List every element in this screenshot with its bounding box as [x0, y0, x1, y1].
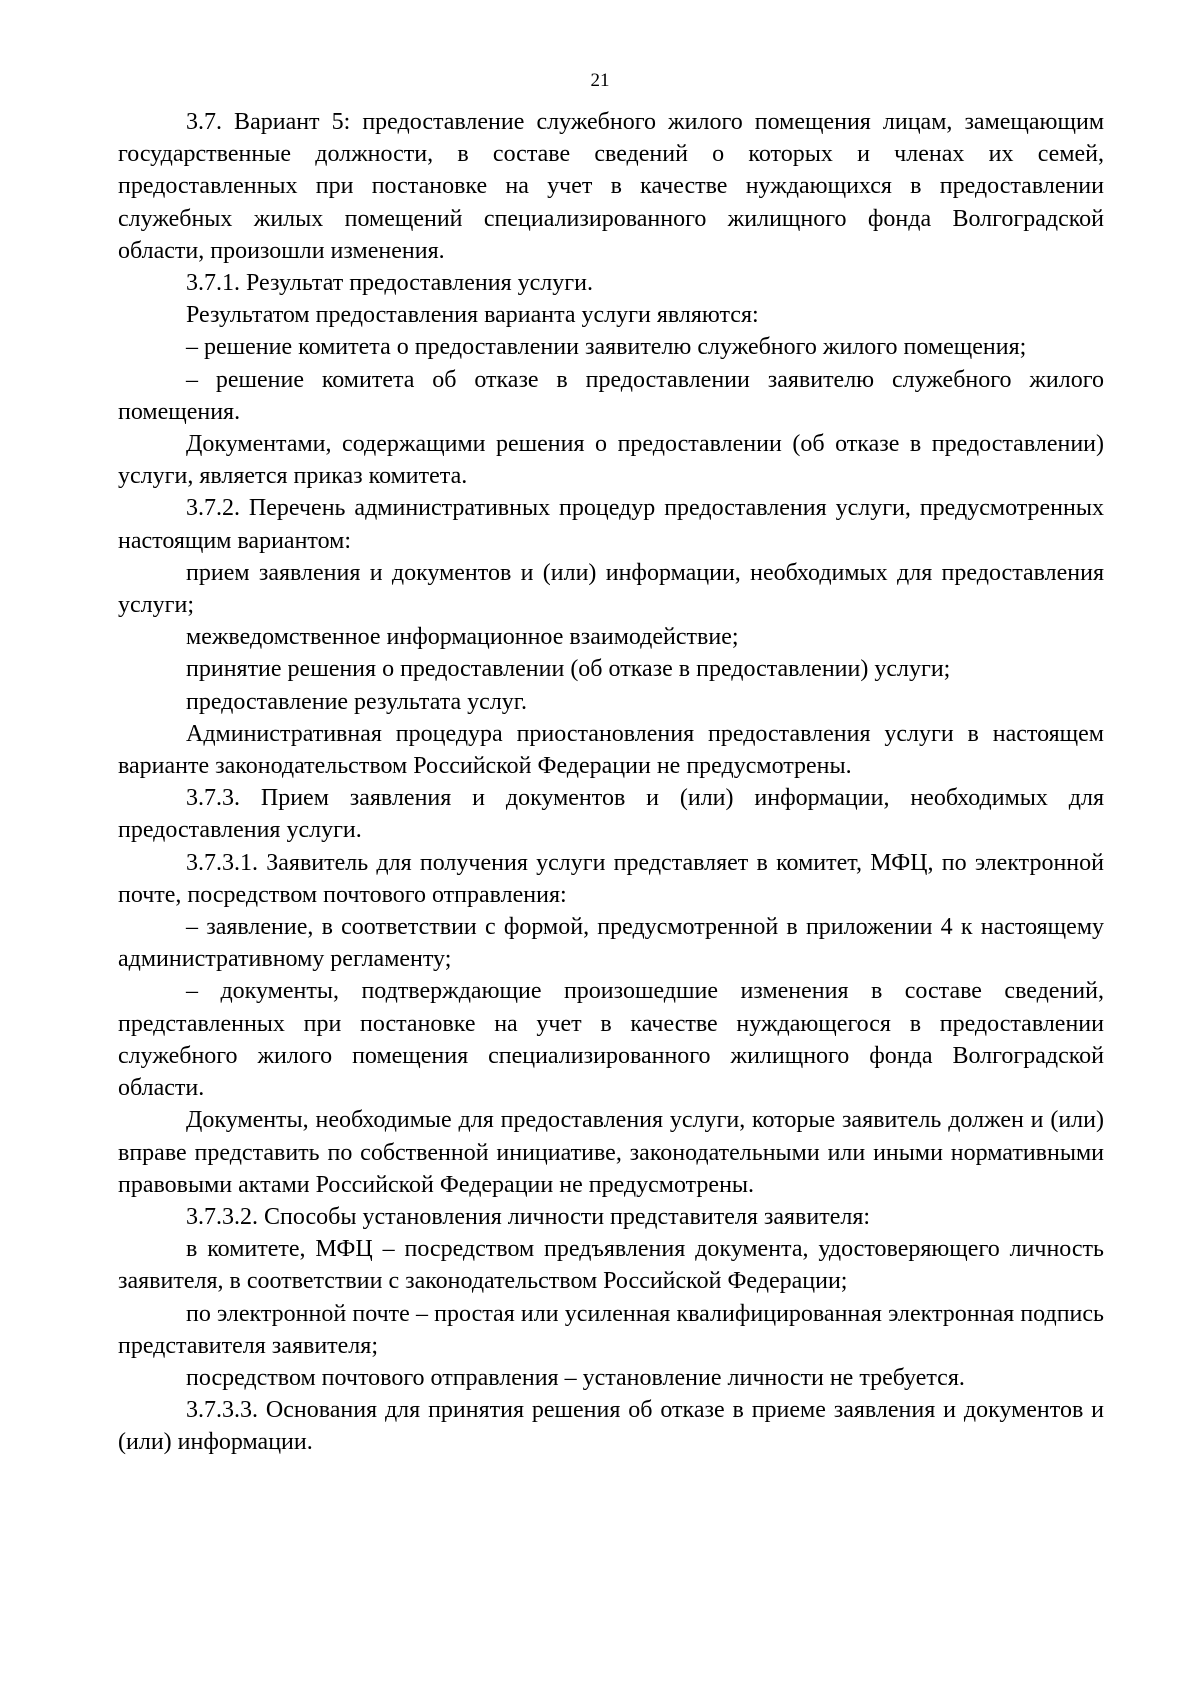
list-item-grant-decision: – решение комитета о предоставлении заявителю служебного жилого помещения; [186, 334, 1027, 361]
list-item-procedure-decision: принятие решения о предоставлении (об отказе в предоставлении) услуги; [186, 656, 951, 683]
list-item-procedure-reception: прием заявления и документов и (или) информации, необходимых для предоставления услуги; [118, 559, 1104, 619]
list-item-identity-post: посредством почтового отправления – установление личности не требуется. [186, 1364, 965, 1391]
paragraph-3-7-1: 3.7.1. Результат предоставления услуги. [186, 270, 593, 297]
paragraph-3-7: 3.7. Вариант 5: предоставление служебного жилого помещения лицам, замещающим государственные должности, в составе сведений о которых и членах их семей, предоставленных при постановке на учет в качестве нуждающихся в предоставлении служебных жилых помещений специализированного жилищного фонда Волгоградской области, произошли изменения. [118, 109, 1104, 264]
list-item-procedure-interagency: межведомственное информационное взаимодействие; [186, 624, 739, 651]
paragraph-documents-decision: Документами, содержащими решения о предоставлении (об отказе в предоставлении) услуги, является приказ комитета. [118, 431, 1104, 490]
list-item-identity-office: в комитете, МФЦ – посредством предъявления документа, удостоверяющего личность заявителя, в соответствии с законодательством Российской Федерации; [118, 1236, 1104, 1295]
list-item-supporting-documents: – документы, подтверждающие произошедшие изменения в составе сведений, представленных при постановке на учет в качестве нуждающегося в предоставлении служебного жилого помещения специализированного жилищного фонда Волгоградской области. [118, 978, 1104, 1102]
paragraph-3-7-3-2: 3.7.3.2. Способы установления личности представителя заявителя: [186, 1203, 871, 1230]
page-number: 21 [590, 70, 610, 91]
list-item-procedure-result: предоставление результата услуг. [186, 688, 527, 715]
list-item-application: – заявление, в соответствии с формой, предусмотренной в приложении 4 к настоящему административному регламенту; [118, 914, 1104, 973]
paragraph-result-intro: Результатом предоставления варианта услуги являются: [186, 302, 759, 329]
list-item-refusal-decision: – решение комитета об отказе в предоставлении заявителю служебного жилого помещения. [118, 366, 1104, 425]
document-body [118, 106, 1104, 1459]
paragraph-3-7-3-3: 3.7.3.3. Основания для принятия решения об отказе в приеме заявления и документов и (или) информации. [118, 1397, 1104, 1456]
paragraph-3-7-3-1: 3.7.3.1. Заявитель для получения услуги представляет в комитет, МФЦ, по электронной почте, посредством почтового отправления: [118, 849, 1104, 908]
paragraph-3-7-2: 3.7.2. Перечень административных процедур предоставления услуги, предусмотренных настоящим вариантом: [118, 495, 1104, 554]
paragraph-own-initiative: Документы, необходимые для предоставления услуги, которые заявитель должен и (или) вправе представить по собственной инициативе, законодательными или иными нормативными правовыми актами Российской Федерации не предусмотрены. [118, 1107, 1104, 1198]
list-item-identity-email: по электронной почте – простая или усиленная квалифицированная электронная подпись представителя заявителя; [118, 1300, 1104, 1359]
paragraph-suspension: Административная процедура приостановления предоставления услуги в настоящем варианте законодательством Российской Федерации не предусмотрены. [118, 720, 1104, 780]
paragraph-3-7-3: 3.7.3. Прием заявления и документов и (или) информации, необходимых для предоставления услуги. [118, 785, 1104, 844]
